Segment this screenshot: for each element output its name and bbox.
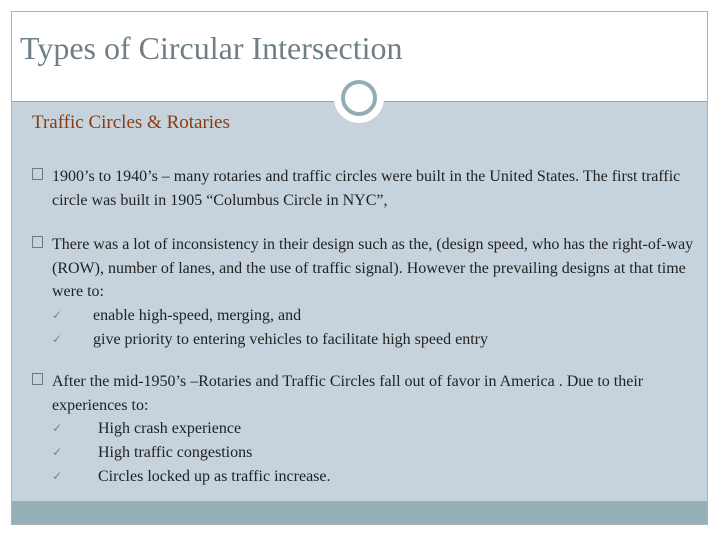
- bullet-2-text: There was a lot of inconsistency in their design such as the, (design speed, who has the right-of-way (ROW), number of lanes, and the use of traffic signal). However the prevailing designs at that time were to:: [52, 236, 694, 300]
- bullet-1-text: 1900’s to 1940’s – many rotaries and traffic circles were built in the United States. The first traffic circle was built in 1905 “Columbus Circle in NYC”,: [52, 168, 681, 209]
- subitem-text: Circles locked up as traffic increase.: [98, 468, 331, 485]
- slide-subtitle: Traffic Circles & Rotaries: [32, 112, 230, 133]
- bullet-3-subitem-1: [52, 417, 708, 441]
- subitem-text: High traffic congestions: [98, 444, 253, 461]
- check-mark-icon: ✓: [52, 307, 63, 322]
- check-mark-icon: ✓: [52, 421, 63, 435]
- bullet-3-subitem-2: [52, 441, 708, 465]
- circle-ring-icon: [341, 80, 377, 116]
- bullet-3-subitem-3: [52, 465, 708, 489]
- subitem-text: give priority to entering vehicles to facilitate high speed entry: [93, 330, 488, 348]
- square-bullet-icon: [32, 373, 43, 385]
- check-mark-icon: ✓: [52, 469, 63, 483]
- square-bullet-icon: [32, 236, 43, 248]
- check-mark-icon: ✓: [52, 445, 63, 459]
- bullet-2-subitem-2: [52, 328, 708, 352]
- subitem-text: High crash experience: [98, 420, 242, 437]
- bullet-2-text-block: [52, 233, 708, 352]
- bullet-3-text-block: [52, 370, 708, 489]
- subitem-text: enable high-speed, merging, and: [93, 306, 302, 324]
- bullet-3-text: After the mid-1950’s –Rotaries and Traffic Circles fall out of favor in America . Due to their experiences to:: [52, 373, 644, 414]
- footer-bar: [12, 501, 707, 524]
- bullet-2-subitem-1: [52, 304, 708, 328]
- square-bullet-icon: [32, 168, 43, 180]
- check-mark-icon: ✓: [52, 331, 63, 346]
- slide-title: Types of Circular Intersection: [20, 30, 403, 66]
